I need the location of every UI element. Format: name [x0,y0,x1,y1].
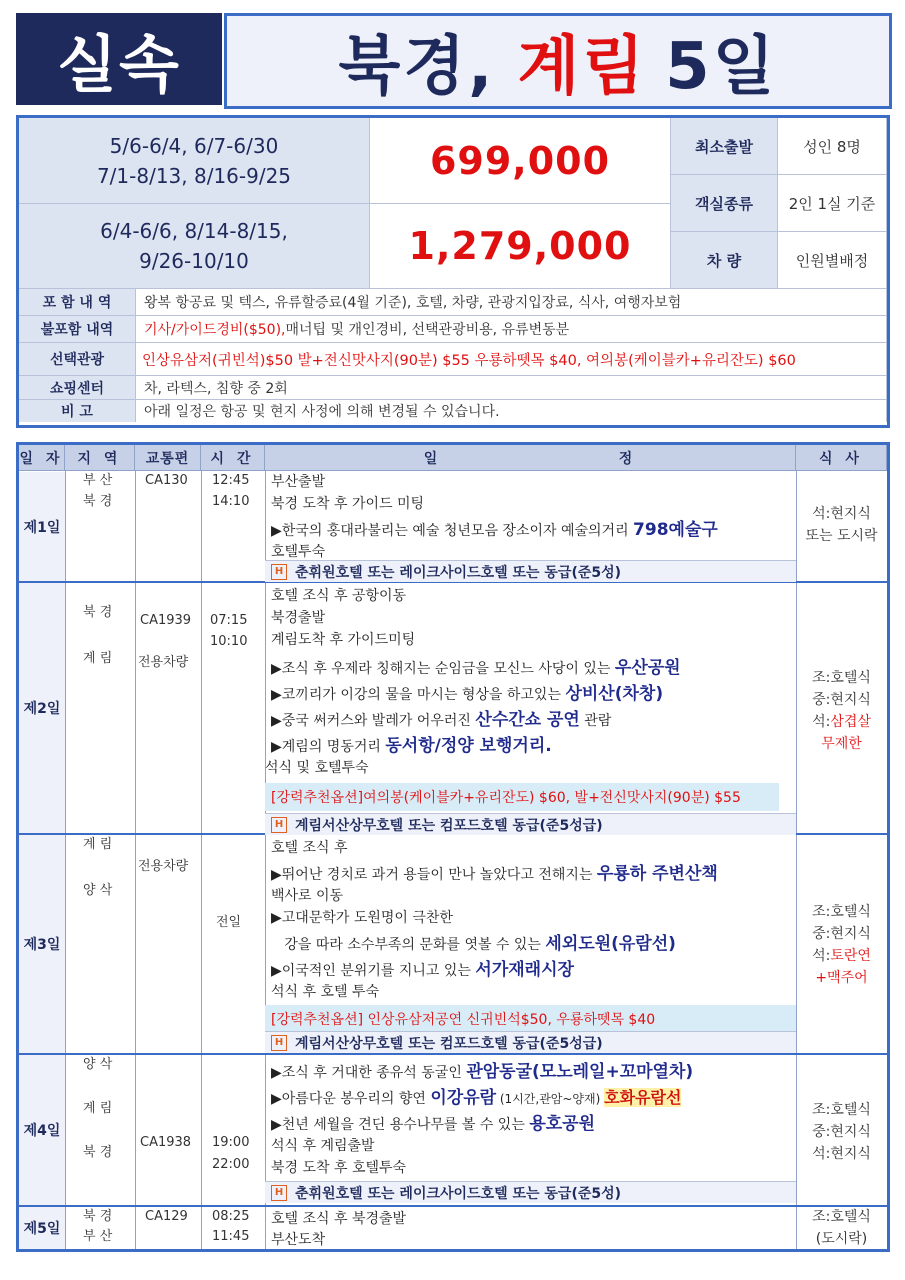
day3-region-2: 양 삭 [83,883,113,898]
day2-line-6-tail: 관람 [579,713,612,729]
price-row1-dates-line1: 5/6-6/4, 6/7-6/30 [109,133,279,158]
hotel-icon: H [271,1185,287,1201]
day-5-label: 제5일 [19,1207,65,1249]
day4-highlight-park: 용호공원 [529,1114,596,1134]
exclude-label: 불포함 내역 [19,316,136,343]
day4-line-2-text: ▶아름다운 봉우리의 향연 [271,1091,431,1107]
day3-line-2 [271,859,718,884]
day3-recommended-option: [강력추천옵션] 인상유삼저공연 신귀빈석$50, 우룡하뗏목 $40 [265,1005,796,1033]
min-departure-value: 성인 8명 [778,118,887,175]
divider [201,471,202,1249]
day2-highlight-street: 동서항/정양 보행거리. [385,736,552,756]
day2-line-6-text: ▶중국 써커스와 발레가 어우러진 [271,713,476,729]
col-header-time: 시 간 [201,445,265,471]
day5-time-1: 08:25 [212,1209,250,1224]
day3-meal-3-label: 석: [812,948,831,964]
day1-line-3 [271,515,718,540]
day2-highlight-elephant: 상비산(차창) [565,684,664,704]
day1-line-3-text: ▶한국의 홍대라불리는 예술 청년모음 장소이자 예술의거리 [271,523,634,539]
include-label: 포 함 내 역 [19,289,136,316]
day2-meal-3-label: 석: [812,714,831,730]
day1-line-1: 부산출발 [271,474,326,490]
day2-meal-3 [796,711,887,733]
day3-meal-3-special: 토란연 [830,948,871,964]
day-divider [19,1053,887,1055]
day4-line-5: 북경 도착 후 호텔투숙 [271,1160,407,1176]
day5-meal-1: 조:호텔식 [812,1209,871,1225]
day3-meal-2: 중:현지식 [812,926,871,942]
day3-highlight-garden: 세외도원(유람선) [545,934,676,954]
day2-meal-2: 중:현지식 [812,692,871,708]
day2-meal-3-special: 삼겹살 [830,714,871,730]
room-type-value: 2인 1실 기준 [778,175,887,232]
day3-time: 전일 [216,915,242,930]
price-row1-amount: 699,000 [370,118,671,204]
divider [135,471,136,1249]
day1-meals [796,503,887,547]
day4-region-1: 양 삭 [83,1057,113,1072]
day2-region-1: 북 경 [83,605,113,620]
day1-meal-2: 또는 도시락 [805,528,878,544]
day3-region-1: 계 림 [83,837,113,852]
col-header-transport: 교통편 [135,445,201,471]
day3-hotel-name: 계림서산상무호텔 또는 컴포드호텔 동급(준5성급) [295,1035,603,1052]
day1-hotel-name: 춘휘원호텔 또는 레이크사이드호텔 또는 동급(준5성) [295,564,622,581]
day3-line-3: 백사로 이동 [271,888,344,904]
exclude-rest: 매너팁 및 개인경비, 선택관광비용, 유류변동분 [285,322,570,338]
title-destination-1: 북경, [338,30,496,104]
day2-line-8: 석식 및 호텔투숙 [265,760,369,776]
day4-highlight-cave: 관암동굴(모노레일+꼬마열차) [466,1062,694,1082]
note-label: 비 고 [19,400,136,422]
day5-meals [796,1206,887,1250]
day2-line-7-text: ▶계림의 명동거리 [271,739,386,755]
shopping-value: 차, 라텍스, 침향 중 2회 [136,376,887,400]
day3-hotel [265,1031,796,1053]
day2-line-4-text: ▶조식 후 우제라 칭해지는 순임금을 모신느 사당이 있는 [271,661,615,677]
day-2-label: 제2일 [19,583,65,833]
day2-line-1: 호텔 조식 후 공항이동 [271,588,407,604]
optional-tour-value: 인상유삼저(귀빈석)$50 발+전신맛사지(90분) $55 우룡하뗏목 $40, 여의봉(케이블카+유리잔도) $60 [136,343,887,376]
col-header-day: 일 자 [19,445,65,471]
day3-line-1: 호텔 조식 후 [271,840,348,856]
day2-hotel [265,813,796,835]
header-right-title [224,13,892,109]
pricing-section [16,115,890,428]
room-type-label: 객실종류 [671,175,778,232]
day5-time-2: 11:45 [212,1229,250,1244]
day5-region-1: 북 경 [83,1209,113,1224]
day2-transport: 전용차량 [138,655,189,670]
day2-line-5-text: ▶코끼리가 이강의 물을 마시는 형상을 하고있는 [271,687,566,703]
day4-time-2: 22:00 [212,1157,250,1172]
day4-hotel [265,1181,796,1203]
day3-line-5 [271,929,676,954]
day3-highlight-market: 서가재래시장 [475,960,574,980]
day4-line-3 [271,1109,595,1134]
day2-time-2: 10:10 [210,634,248,649]
day4-luxury-cruise-badge: 호화유람선 [604,1088,682,1107]
day4-cruise-detail: (1시간,관암~양재) [496,1092,605,1106]
day4-line-1-text: ▶조식 후 거대한 종유석 동굴인 [271,1065,467,1081]
include-value: 왕복 항공료 및 텍스, 유류할증료(4월 기준), 호텔, 차량, 관광지입장료, 식사, 여행자보험 [136,289,887,316]
day3-meal-3 [796,945,887,967]
day-3-label: 제3일 [19,835,65,1053]
day4-meal-2: 중:현지식 [812,1124,871,1140]
col-header-region: 지 역 [65,445,135,471]
day1-time-1: 12:45 [212,473,250,488]
day2-line-6 [271,705,611,730]
hotel-icon: H [271,1035,287,1051]
day3-line-6 [271,955,574,980]
exclude-value [136,316,887,343]
shopping-label: 쇼핑센터 [19,376,136,400]
price-row1-dates-line2: 7/1-8/13, 8/16-9/25 [96,163,292,188]
price-row2-dates-line1: 6/4-6/6, 8/14-8/15, [100,219,288,243]
day2-meal-1: 조:호텔식 [812,670,871,686]
day2-region-2: 계 림 [83,651,113,666]
divider [65,471,66,1249]
day2-time-1: 07:15 [210,613,248,628]
day2-recommended-option: [강력추천옵션]여의봉(케이블카+유리잔도) $60, 발+전신맛사지(90분) $55 [265,783,779,811]
day3-transport: 전용차량 [138,859,189,874]
col-header-schedule: 일 정 [265,445,796,471]
day4-line-3-text: ▶천년 세월을 견딘 용수나무를 볼 수 있는 [271,1117,530,1133]
day4-flight: CA1938 [140,1135,192,1150]
day5-line-1: 호텔 조식 후 북경출발 [271,1211,407,1227]
day1-line-2: 북경 도착 후 가이드 미팅 [271,496,425,512]
day3-meals [796,901,887,989]
vehicle-label: 차 량 [671,232,778,289]
day1-region-2: 북 경 [83,494,113,509]
day3-line-2-text: ▶뛰어난 경치로 과거 용들이 만나 놀았다고 전해지는 [271,867,597,883]
day3-line-5-text: 강을 따라 소수부족의 문화를 엿볼 수 있는 [271,937,546,953]
day4-time-1: 19:00 [212,1135,250,1150]
day4-meal-1: 조:호텔식 [812,1102,871,1118]
day2-line-7 [271,731,552,756]
price-row2-amount: 1,279,000 [370,204,671,289]
day4-line-4: 석식 후 계림출발 [271,1138,375,1154]
day3-meal-1: 조:호텔식 [812,904,871,920]
hotel-icon: H [271,817,287,833]
day4-line-1 [271,1057,693,1082]
price-row1-dates [19,118,370,204]
exclude-guide-fee: 기사/가이드경비($50), [144,322,286,338]
day2-flight: CA1939 [140,613,192,628]
day-1-label: 제1일 [19,472,65,581]
day1-line-4: 호텔투숙 [271,544,326,560]
day3-highlight-river: 우룡하 주변산책 [596,864,718,884]
title-destination-2: 계림 [517,30,648,104]
col-header-meal: 식 사 [796,445,887,471]
day4-meal-3: 석:현지식 [812,1146,871,1162]
day5-line-2: 부산도착 [271,1232,326,1248]
title-duration: 5일 [665,30,778,104]
day1-time-2: 14:10 [212,494,250,509]
day5-meal-2: (도시락) [815,1231,868,1247]
day-4-label: 제4일 [19,1055,65,1205]
day4-hotel-name: 춘휘원호텔 또는 레이크사이드호텔 또는 동급(준5성) [295,1185,622,1202]
hotel-icon: H [271,564,287,580]
day3-meal-4: +맥주어 [815,970,868,986]
price-row2-dates-line2: 9/26-10/10 [139,249,249,273]
itinerary-table [16,442,890,1252]
day2-line-3: 계림도착 후 가이드미팅 [271,632,416,648]
day1-highlight-798: 798예술구 [633,520,718,540]
day1-region-1: 부 산 [83,473,113,488]
price-row2-dates [19,204,370,289]
optional-tour-label: 선택관광 [19,343,136,376]
day4-line-2 [271,1083,681,1108]
day2-hotel-name: 계림서산상무호텔 또는 컴포드호텔 동급(준5성급) [295,817,603,834]
min-departure-label: 최소출발 [671,118,778,175]
day2-highlight-show: 산수간쇼 공연 [475,710,580,730]
day2-meals [796,667,887,755]
day3-line-6-text: ▶이국적인 분위기를 지니고 있는 [271,963,476,979]
vehicle-value: 인원별배정 [778,232,887,289]
day2-line-2: 북경출발 [271,610,326,626]
day1-flight: CA130 [145,473,188,488]
header-left-title: 실속 [16,13,222,105]
day4-highlight-cruise: 이강유람 [430,1088,497,1108]
day2-line-4 [271,653,681,678]
divider [265,471,266,1249]
day2-line-5 [271,679,663,704]
day1-hotel [265,560,796,582]
day1-meal-1: 석:현지식 [812,506,871,522]
day3-line-7: 석식 후 호텔 투숙 [271,984,380,1000]
day4-region-3: 북 경 [83,1145,113,1160]
day5-flight: CA129 [145,1209,188,1224]
day3-line-4: ▶고대문학가 도원명이 극찬한 [271,910,453,926]
day4-meals [796,1099,887,1165]
day4-region-2: 계 림 [83,1101,113,1116]
day2-highlight-park: 우산공원 [614,658,681,678]
day5-region-2: 부 산 [83,1229,113,1244]
note-value: 아래 일정은 항공 및 현지 사정에 의해 변경될 수 있습니다. [136,400,887,422]
day2-meal-4: 무제한 [821,736,862,752]
